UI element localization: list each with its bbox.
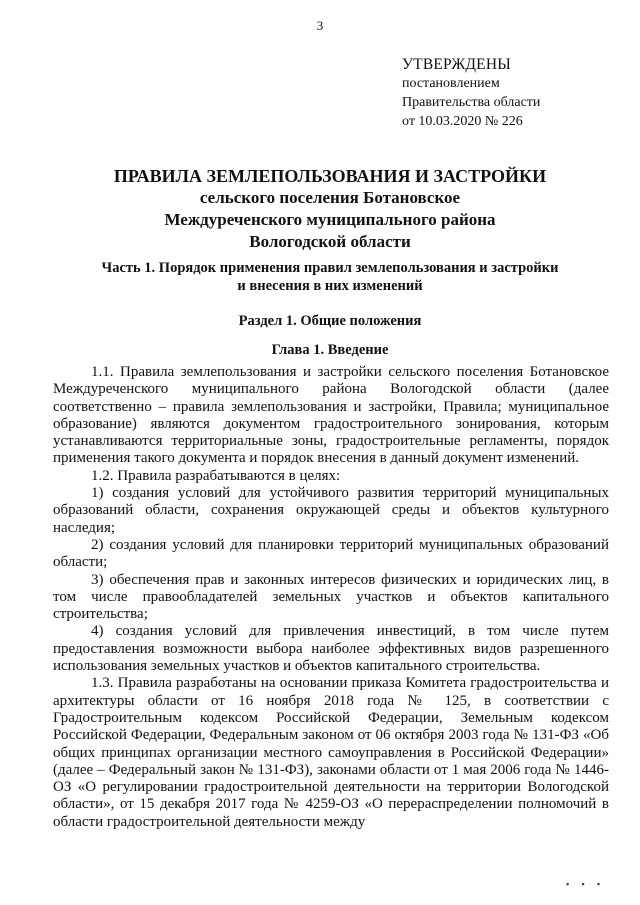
part-heading-line-1: Часть 1. Порядок применения правил землепользования и застройки (101, 260, 559, 276)
section-heading: Раздел 1. Общие положения (238, 313, 422, 329)
paragraph-1-2: 1.2. Правила разрабатываются в целях: (91, 467, 341, 484)
paragraph-1-1: 1.1. Правила землепользования и застройки сельского поселения Ботановское Междуреченского муниципального района Вологодской области (далее соответственно – правила землепользования и застройки, Правила; муниципальное образование) являются документом градостроительного зонирования, которым устанавливаются территориальные зоны, градостроительные регламенты, порядок применения такого документа и порядок внесения в данный документ изменений. (53, 364, 609, 467)
scan-marks-decoration: ▪ ▪ ▪ (566, 879, 606, 889)
document-title-block (60, 165, 600, 253)
document-title: ПРАВИЛА ЗЕМЛЕПОЛЬЗОВАНИЯ И ЗАСТРОЙКИ (113, 166, 547, 186)
body-text (53, 364, 609, 831)
document-subtitle-district: Междуреченского муниципального района (164, 210, 496, 229)
list-item-2: 2) создания условий для планировки территорий муниципальных образований области; (53, 536, 609, 571)
approval-line-resolution: постановлением (402, 76, 500, 91)
list-item-1: 1) создания условий для устойчивого развития территорий муниципальных образований области, сохранения окружающей среды и объектов культурного наследия; (53, 485, 609, 536)
approval-stamp (402, 55, 540, 131)
list-item-4: 4) создания условий для привлечения инвестиций, в том числе путем предоставления возможности выбора наиболее эффективных видов разрешенного использования земельных участков и объектов капитального строительства. (53, 623, 609, 675)
document-subtitle-region: Вологодской области (249, 232, 411, 251)
chapter-heading: Глава 1. Введение (271, 342, 389, 358)
list-item-3: 3) обеспечения прав и законных интересов физических и юридических лиц, в том числе правообладателей земельных участков и объектов капитального строительства; (53, 571, 609, 623)
part-heading (60, 259, 600, 295)
approval-line-date: от 10.03.2020 № 226 (402, 114, 523, 129)
paragraph-1-3: 1.3. Правила разработаны на основании приказа Комитета градостроительства и архитектуры области от 16 ноября 2018 года № 125, в соответствии с Градостроительным кодексом Российской Федерации, Земельным кодексом Российской Федерации, Федеральным законом от 06 октября 2003 года № 131-ФЗ «Об общих принципах организации местного самоуправления в Российской Федерации» (далее – Федеральный закон № 131-ФЗ), законами области от 1 мая 2006 года № 1446-ОЗ «О регулировании градостроительной деятельности на территории Вологодской области», от 15 декабря 2017 года № 4259-ОЗ «О перераспределении полномочий в области градостроительной деятельности между (53, 675, 609, 830)
part-heading-line-2: и внесения в них изменений (237, 278, 423, 294)
document-subtitle-settlement: сельского поселения Ботановское (199, 188, 461, 207)
approval-line-approved: УТВЕРЖДЕНЫ (402, 56, 511, 73)
approval-line-government: Правительства области (402, 95, 541, 110)
page-number: 3 (316, 18, 324, 33)
